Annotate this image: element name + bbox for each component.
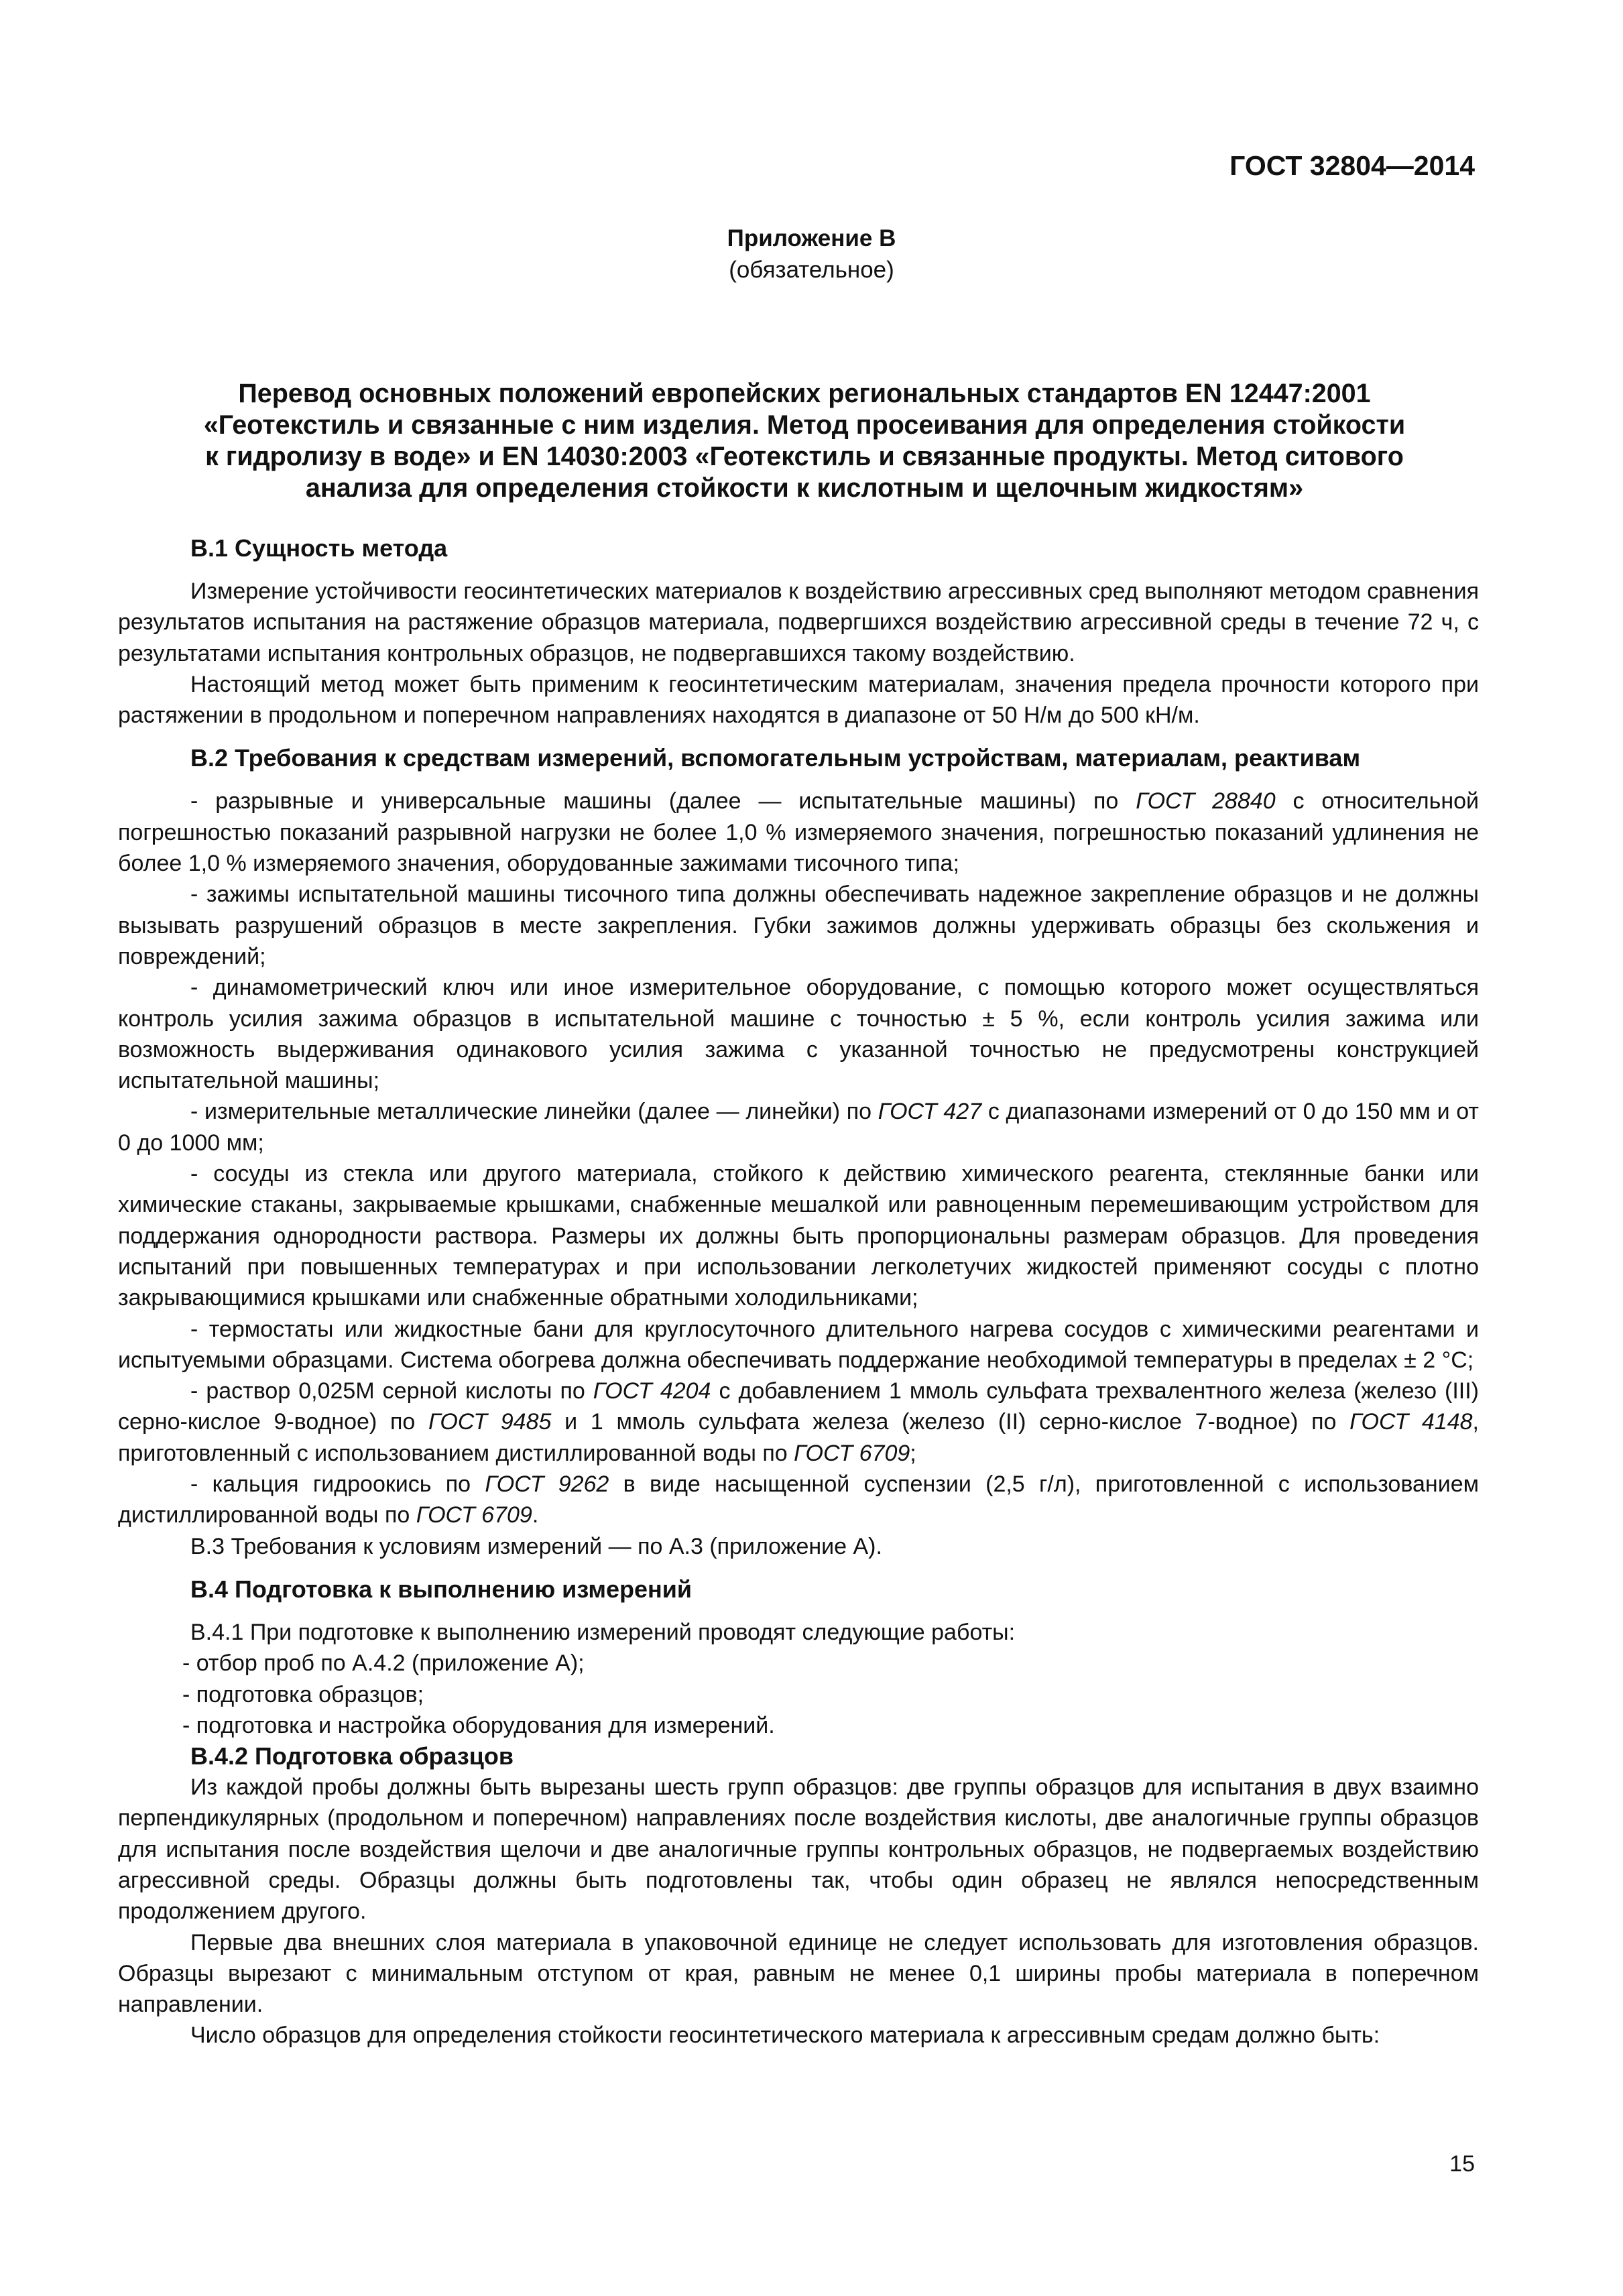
list-item: - зажимы испытательной машины тисочного типа должны обеспечивать надежное закрепление образцов и не должны вызывать разрушений образцов в месте закрепления. Губки зажимов должны удерживать образцы без скольжения и повреждений; [118, 882, 1479, 969]
list-item: - раствор 0,025М серной кислоты по ГОСТ 4204 с добавлением 1 ммоль сульфата трехвалентного железа (железо (III) серно-кислое 9-водное) по ГОСТ 9485 и 1 ммоль сульфата железа (железо (II) серно-кислое 7-водное) по ГОСТ 4148, приготовленный с использованием дистиллированной воды по ГОСТ 6709; [118, 1378, 1480, 1466]
appendix-caption [0, 223, 1623, 286]
document-body [118, 533, 1479, 2051]
section-heading-b1: В.1 Сущность метода [190, 534, 448, 562]
section-heading-b4: В.4 Подготовка к выполнению измерений [190, 1575, 692, 1603]
list-item: - сосуды из стекла или другого материала, стойкого к действию химического реагента, стеклянные банки или химические стаканы, закрываемые крышками, снабженные мешалкой или равноценным перемешивающим устройством для поддержания однородности раствора. Размеры их должны быть пропорциональны размерам образцов. Для проведения испытаний при повышенных температурах и при использовании легколетучих жидкостей применяют сосуды с плотно закрывающимися крышками или снабженные обратными холодильниками; [118, 1161, 1479, 1311]
paragraph: Измерение устойчивости геосинтетических материалов к воздействию агрессивных сред выполняют методом сравнения результатов испытания на растяжение образцов материала, подвергшихся воздействию агрессивной среды в течение 72 ч, с результатами испытания контрольных образцов, не подвергавшихся такому воздействию. [118, 579, 1479, 666]
list-item: - термостаты или жидкостные бани для круглосуточного длительного нагрева сосудов с химическими реагентами и испытуемыми образцами. Система обогрева должна обеспечивать поддержание необходимой температуры в пределах ± 2 °С; [118, 1316, 1479, 1373]
standard-reference: ГОСТ 6709 [416, 1502, 532, 1528]
standard-reference: ГОСТ 4148 [1349, 1409, 1473, 1435]
standard-reference: ГОСТ 9485 [428, 1409, 552, 1435]
list-item: - динамометрический ключ или иное измерительное оборудование, с помощью которого может осуществляться контроль усилия зажима образцов в испытательной машине с точностью ± 5 %, если контроль усилия зажима или возможность выдерживания одинакового усилия зажима с указанной точностью не предусмотрены конструкцией испытательной машины; [118, 975, 1479, 1094]
appendix-name: Приложение В [727, 225, 896, 251]
section-heading-b2: В.2 Требования к средствам измерений, вспомогательным устройствам, материалам, реактивам [190, 744, 1361, 772]
standard-reference: ГОСТ 6709 [794, 1440, 910, 1466]
appendix-status: (обязательное) [729, 257, 894, 283]
title-line: к гидролизу в воде» и EN 14030:2003 «Геотекстиль и связанные продукты. Метод ситового [205, 442, 1404, 471]
list-item: - подготовка и настройка оборудования для измерений. [182, 1712, 775, 1738]
paragraph: В.4.1 При подготовке к выполнению измерений проводят следующие работы: [190, 1619, 1016, 1645]
standard-reference: ГОСТ 28840 [1136, 788, 1276, 814]
document-code: ГОСТ 32804—2014 [1229, 150, 1475, 181]
page-number: 15 [1449, 2151, 1475, 2177]
title-line: анализа для определения стойкости к кислотным и щелочным жидкостям» [305, 473, 1304, 503]
list-item: - подготовка образцов; [182, 1681, 424, 1707]
title-line: Перевод основных положений европейских региональных стандартов EN 12447:2001 [238, 379, 1371, 408]
paragraph: Из каждой пробы должны быть вырезаны шесть групп образцов: две группы образцов для испытания в двух взаимно перпендикулярных (продольном и поперечном) направлениях после воздействия кислоты, две аналогичные группы образцов для испытания после воздействия щелочи и две аналогичные группы контрольных образцов, не подвергаемых воздействию агрессивной среды. Образцы должны быть подготовлены так, чтобы один образец не являлся непосредственным продолжением другого. [118, 1774, 1479, 1925]
paragraph: Число образцов для определения стойкости геосинтетического материала к агрессивным средам должно быть: [190, 2022, 1380, 2049]
appendix-title [154, 378, 1455, 504]
standard-reference: ГОСТ 9262 [485, 1471, 609, 1498]
title-line: «Геотекстиль и связанные с ним изделия. Метод просеивания для определения стойкости [203, 410, 1406, 440]
list-item: - отбор проб по А.4.2 (приложение А); [182, 1650, 585, 1677]
subsection-heading-b42: В.4.2 Подготовка образцов [190, 1742, 514, 1770]
list-item: - разрывные и универсальные машины (далее — испытательные машины) по ГОСТ 28840 с относительной погрешностью показаний разрывной нагрузки не более 1,0 % измеряемого значения, погрешностью показаний удлинения не более 1,0 % измеряемого значения, оборудованные зажимами тисочного типа; [118, 788, 1479, 877]
list-item: - кальция гидроокись по ГОСТ 9262 в виде насыщенной суспензии (2,5 г/л), приготовленной с использованием дистиллированной воды по ГОСТ 6709. [118, 1471, 1479, 1528]
standard-reference: ГОСТ 427 [878, 1099, 982, 1125]
section-b3: В.3 Требования к условиям измерений — по А.3 (приложение А). [190, 1533, 882, 1559]
standard-reference: ГОСТ 4204 [593, 1378, 711, 1404]
paragraph: Первые два внешних слоя материала в упаковочной единице не следует использовать для изготовления образцов. Образцы вырезают с минимальным отступом от края, равным не менее 0,1 ширины пробы материала в поперечном направлении. [118, 1929, 1479, 2018]
list-item: - измерительные металлические линейки (далее — линейки) по ГОСТ 427 с диапазонами измерений от 0 до 150 мм и от 0 до 1000 мм; [118, 1099, 1479, 1156]
paragraph: Настоящий метод может быть применим к геосинтетическим материалам, значения предела прочности которого при растяжении в продольном и поперечном направлениях находятся в диапазоне от 50 Н/м до 500 кН/м. [118, 671, 1479, 729]
